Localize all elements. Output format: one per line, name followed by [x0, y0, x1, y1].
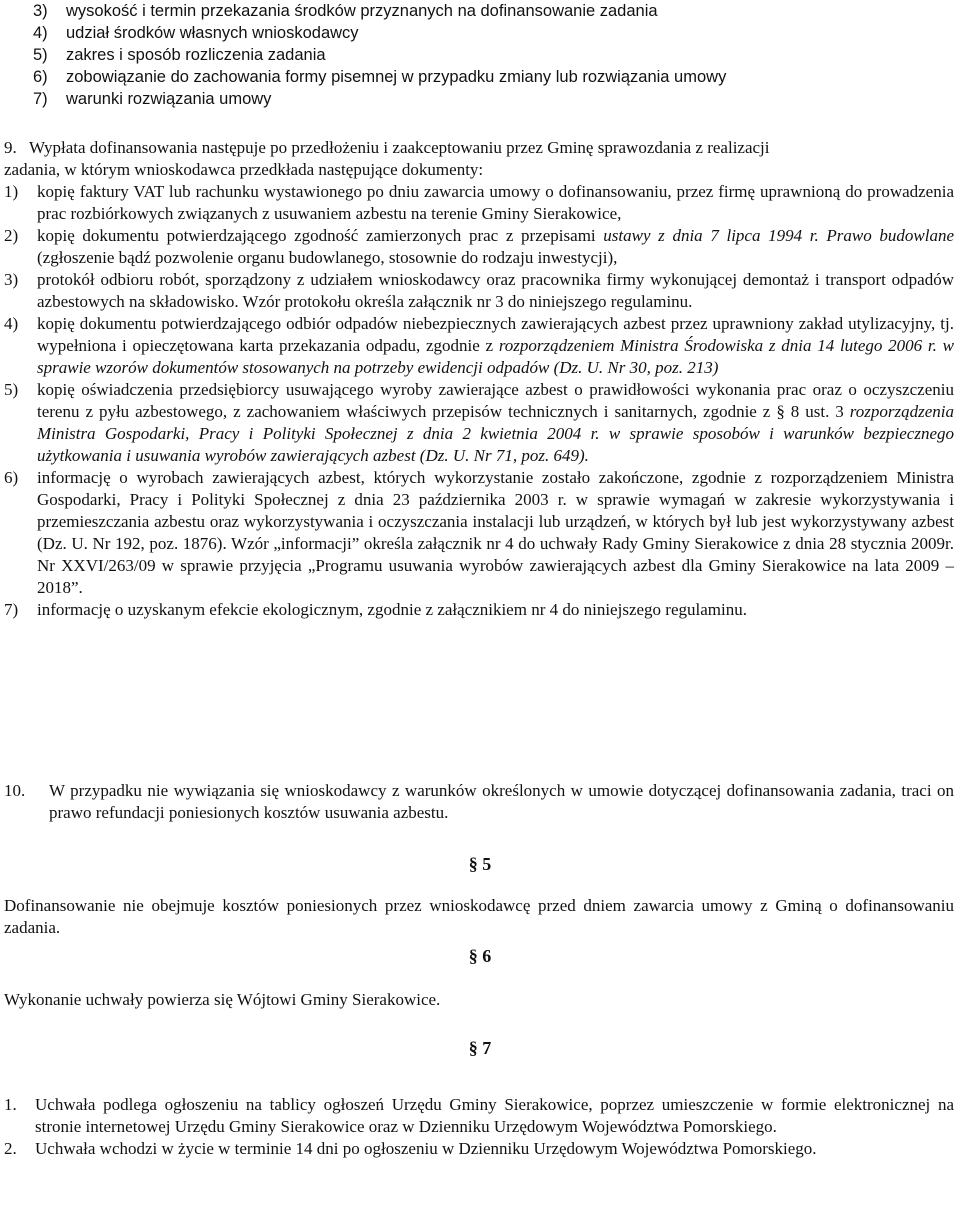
paragraph-10-text: W przypadku nie wywiązania się wnioskodawcy z warunków określonych w umowie dotyczącej dofinansowania zadania, traci on prawo refundacji poniesionych kosztów usuwania azbestu. [49, 781, 954, 822]
list-item-number: 2. [4, 1139, 17, 1158]
list-item-number: 5) [33, 46, 48, 64]
top-list [0, 0, 960, 110]
list-item [0, 88, 960, 110]
list-item-text: wysokość i termin przekazania środków przyznanych na dofinansowanie zadania [66, 2, 658, 20]
list-item [0, 44, 960, 66]
list-item-text: kopię faktury VAT lub rachunku wystawionego po dniu zawarcia umowy o dofinansowaniu, przez firmę uprawnioną do prowadzenia prac rozbiórkowych związanych z usuwaniem azbestu na terenie Gminy Sierakowice, [37, 182, 954, 223]
list-item [0, 225, 960, 269]
paragraph-9 [0, 137, 960, 621]
law-reference: rozporządzenia Ministra Gospodarki, Pracy i Polityki Społecznej z dnia 2 kwietnia 2004 r. w sprawie sposobów i warunków bezpiecznego użytkowania i usuwania wyrobów zawierających azbest (Dz. U. Nr 71, poz. 649). [37, 402, 954, 465]
law-reference: ustawy z dnia 7 lipca 1994 r. Prawo budowlane [603, 226, 955, 245]
list-item [0, 22, 960, 44]
section-5-paragraph: Dofinansowanie nie obejmuje kosztów poniesionych przez wnioskodawcę przed dniem zawarcia umowy z Gminą o dofinansowaniu zadania. [4, 896, 954, 937]
list-item [0, 599, 960, 621]
section-6-text [0, 989, 960, 1011]
section-7-list [0, 1094, 960, 1160]
list-item-number: 4) [33, 24, 48, 42]
list-item-text [37, 379, 954, 467]
list-item-number: 1) [4, 182, 19, 201]
list-item [0, 269, 960, 313]
list-item-number: 3) [4, 270, 19, 289]
section-5-text [0, 895, 960, 939]
list-item-number: 6) [33, 68, 48, 86]
list-item [0, 313, 960, 379]
section-7-heading: § 7 [468, 1038, 492, 1058]
list-item [0, 467, 960, 599]
list-item [0, 1138, 960, 1160]
list-item-text-part: kopię dokumentu potwierdzającego odbiór odpadów niebezpiecznych zawierających azbest przez uprawniony zakład utylizacyjny, tj. wypełniona i opieczętowana karta przekazania odpadu, zgodnie z [37, 314, 954, 355]
list-item [0, 379, 960, 467]
section-5-heading: § 5 [468, 854, 492, 874]
list-item-text [37, 225, 954, 269]
list-item-number: 5) [4, 380, 19, 399]
list-item-text: warunki rozwiązania umowy [66, 90, 272, 108]
list-item-text: informację o wyrobach zawierających azbest, których wykorzystanie zostało zakończone, zgodnie z rozporządzeniem Ministra Gospodarki, Pracy i Polityki Społecznej z dnia 23 października 2003 r. w sprawie wymagań w zakresie wykorzystywania i przemieszczania azbestu oraz wykorzystywania i oczyszczania instalacji lub urządzeń, w których był lub jest wykorzystywany azbest (Dz. U. Nr 192, poz. 1876). Wzór „informacji” określa załącznik nr 4 do uchwały Rady Gminy Sierakowice z dnia 28 stycznia 2009r. Nr XXVI/263/09 w sprawie przyjęcia „Programu usuwania wyrobów zawierających azbest dla Gminy Sierakowice na lata 2009 – 2018”. [37, 468, 954, 597]
list-item-text-part: kopię dokumentu potwierdzającego zgodność zamierzonych prac z przepisami [37, 226, 604, 245]
list-item-text [37, 313, 954, 379]
list-item-text-part: kopię oświadczenia przedsiębiorcy usuwającego wyroby zawierające azbest o prawidłowości wykonania prac oraz o oczyszczeniu terenu z pyłu azbestowego, z zachowaniem właściwych przepisów technicznych i sanitarnych, zgodnie z § 8 ust. 3 [37, 380, 954, 421]
list-item-number: 7) [33, 90, 48, 108]
list-item [0, 181, 960, 225]
paragraph-number: 9. [4, 138, 17, 157]
list-item-text-part: (zgłoszenie bądź pozwolenie organu budowlanego, stosownie do rodzaju inwestycji), [37, 248, 618, 267]
list-item-number: 3) [33, 2, 48, 20]
section-6-heading: § 6 [468, 946, 492, 966]
list-item-number: 1. [4, 1095, 17, 1114]
list-item-text: Uchwała podlega ogłoszeniu na tablicy ogłoszeń Urzędu Gminy Sierakowice, poprzez umieszczenie w formie elektronicznej na stronie internetowej Urzędu Gminy Sierakowice oraz w Dzienniku Urzędowym Województwa Pomorskiego. [35, 1095, 954, 1136]
list-item-text: protokół odbioru robót, sporządzony z udziałem wnioskodawcy oraz pracownika firmy wykonującej demontaż i transport odpadów azbestowych na składowisko. Wzór protokołu określa załącznik nr 3 do niniejszego regulaminu. [37, 270, 954, 311]
list-item [0, 66, 960, 88]
list-item-text: zakres i sposób rozliczenia zadania [66, 46, 326, 64]
list-item-number: 2) [4, 226, 19, 245]
paragraph-number: 10. [4, 781, 26, 800]
list-item-text: zobowiązanie do zachowania formy pisemnej w przypadku zmiany lub rozwiązania umowy [66, 68, 727, 86]
list-item-text: informację o uzyskanym efekcie ekologicznym, zgodnie z załącznikiem nr 4 do niniejszego regulaminu. [37, 600, 747, 619]
list-item [0, 1094, 960, 1138]
paragraph-9-line2: zadania, w którym wnioskodawca przedkłada następujące dokumenty: [4, 160, 484, 179]
section-6-paragraph: Wykonanie uchwały powierza się Wójtowi Gminy Sierakowice. [4, 990, 441, 1009]
list-item-number: 6) [4, 468, 19, 487]
paragraph-10-row [0, 780, 960, 824]
paragraph-9-lead [0, 137, 960, 159]
list-item-text: Uchwała wchodzi w życie w terminie 14 dni po ogłoszeniu w Dzienniku Urzędowym Województwa Pomorskiego. [35, 1139, 817, 1158]
list-item-number: 7) [4, 600, 19, 619]
list-item-number: 4) [4, 314, 19, 333]
paragraph-9-line1: Wypłata dofinansowania następuje po przedłożeniu i zaakceptowaniu przez Gminę sprawozdania z realizacji [29, 138, 770, 157]
law-reference: rozporządzeniem Ministra Środowiska z dnia 14 lutego 2006 r. w sprawie wzorów dokumentów stosowanych na potrzeby ewidencji odpadów (Dz. U. Nr 30, poz. 213) [37, 336, 954, 377]
list-item-text: udział środków własnych wnioskodawcy [66, 24, 359, 42]
paragraph-10 [0, 780, 960, 824]
list-item [0, 0, 960, 22]
